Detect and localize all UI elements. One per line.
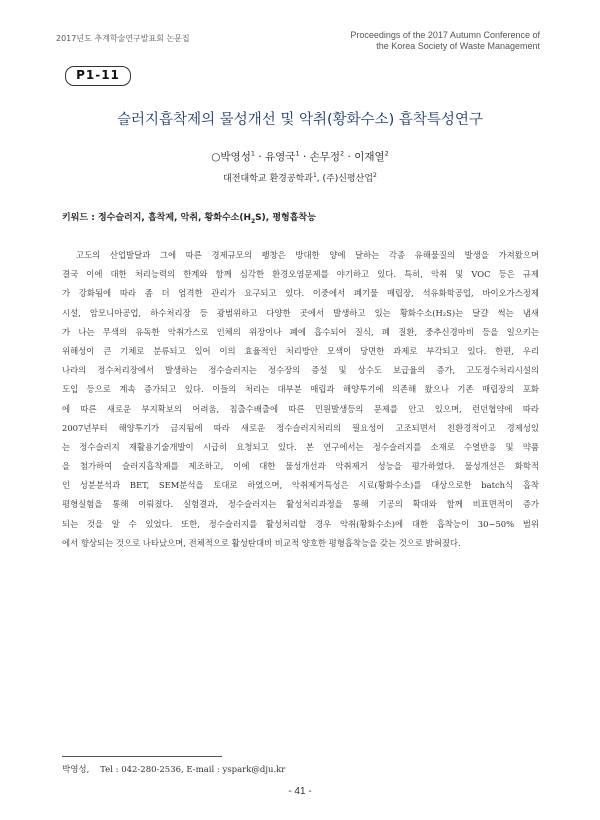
body-line: 가 나는 무색의 유독한 악취가스로 인체의 위장이나 폐에 흡수되어 질식, 폐 질환, 중추신경마비 등을 일으키는: [62, 326, 539, 337]
body-line: 시설, 암모니아공업, 하수처리장 등 광범위하고 다양한 곳에서 발생하고 있는 황화수소(H₂S)는 달걀 썩는 냄새: [62, 307, 539, 318]
footnote-tel-label: Tel :: [100, 765, 122, 775]
body-line: 되는 것을 알 수 있었다. 또한, 정수슬러지를 활성처리할 경우 악취(황화수소)에 대한 흡착능이 30~50% 범위: [62, 518, 539, 529]
body-line: 에 따른 새로운 부지확보의 어려움, 침출수배출에 따른 민원발생등의 문제를 안고 있으며, 런던협약에 따라: [62, 403, 539, 414]
author-name: 손무정: [309, 151, 341, 163]
affiliation-2: (주)신평산업: [322, 174, 374, 184]
author-name: 유영국: [265, 151, 296, 163]
corresponding-author-mark: ○: [211, 151, 221, 163]
running-header-right: [240, 30, 540, 52]
body-line: 인 성분분석과 BET, SEM분석을 토대로 하였으며, 악취제거특성은 시료(황화수소)를 대상으로한 batch식 흡착: [62, 480, 539, 491]
author-name: 박영성: [220, 151, 251, 163]
author-separator: ·: [254, 151, 265, 163]
body-line: 나라의 정수처리장에서 발생하는 정수슬러지는 정수장의 증설 및 상수도 보급율의 증가, 고도정수처리시설의: [62, 365, 539, 376]
author-affil-mark: 2: [384, 149, 389, 158]
footnote-tel: 042-280-2536,: [121, 765, 184, 775]
body-line: 에서 향상되는 것으로 나타났으며, 전체적으로 활성탄대비 비교적 양호한 평형흡착능을 갖는 것으로 밝혀졌다.: [62, 537, 461, 548]
author-affil-mark: 1: [295, 149, 300, 158]
keywords-line: [62, 210, 542, 225]
running-header-right-line2: the Korea Society of Waste Management: [376, 41, 540, 51]
footnote-email-label: E-mail :: [186, 765, 223, 775]
paper-title: 슬러지흡착제의 물성개선 및 악취(황화수소) 흡착특성연구: [117, 112, 483, 128]
author-separator: ·: [344, 151, 355, 163]
running-header-right-line1: Proceedings of the 2017 Autumn Conference of: [350, 30, 540, 40]
running-header-left: 2017년도 추계학술연구발표회 논문집: [56, 34, 190, 43]
abstract-body: [62, 246, 539, 553]
footnote: [62, 763, 285, 775]
affiliation-2-mark: 2: [373, 172, 377, 179]
paper-code-badge: P1-11: [65, 66, 131, 86]
footnote-author: 박영성,: [62, 765, 90, 775]
body-line: 도입 등으로 계속 증가되고 있다. 이들의 처리는 대부분 매립과 해양투기에 의존해 왔으나 기존 매립장의 포화: [62, 384, 539, 395]
author-affil-mark: 2: [340, 149, 345, 158]
body-line: 가 강화됨에 따라 좀 더 엄격한 관리가 요구되고 있다. 이중에서 폐기물 매립장, 석유화학공업, 바이오가스정제: [62, 288, 539, 299]
keywords-text-tail: S), 평형흡착능: [255, 213, 316, 223]
body-line: 위해성이 큰 기체로 분류되고 있어 이의 효율적인 처리방안 모색이 당면한 과제로 부각되고 있다. 한편, 우리: [62, 345, 539, 356]
footnote-divider: [62, 756, 222, 757]
affiliation-separator: ,: [316, 174, 323, 184]
author-separator: ·: [299, 151, 310, 163]
affiliation-line: [56, 171, 544, 184]
footnote-email: yspark@dju.kr: [222, 765, 286, 775]
keywords-subscript: 2: [250, 217, 256, 225]
affiliation-1: 대전대학교 환경공학과: [223, 174, 313, 184]
body-line: 2007년부터 해양투기가 금지됨에 따라 새로운 정수슬러지처리의 필요성이 고조되면서 친환경적이고 경제성있: [62, 422, 539, 433]
author-list: [56, 149, 544, 164]
body-line: 을 첨가하여 슬러지흡착제를 제조하고, 이에 대한 물성개선과 악취제거 성능을 평가하였다. 물성개선은 화학적: [62, 461, 539, 472]
affiliation-1-mark: 1: [312, 172, 317, 179]
page-number: - 41 -: [288, 786, 312, 797]
body-line: 는 정수슬러지 재활용기술개발이 시급히 요청되고 있다. 본 연구에서는 정수슬러지를 소재로 수열반응 및 약품: [62, 441, 539, 452]
keywords-label: 키워드 :: [62, 213, 98, 223]
keywords-text: 정수슬러지, 흡착제, 악취, 황화수소(H: [97, 213, 251, 223]
body-line: 결국 이에 대한 처리능력의 한계와 함께 심각한 환경오염문제를 야기하고 있다. 특히, 악취 및 VOC 등은 규제: [62, 269, 539, 280]
body-line: 고도의 산업발달과 그에 따른 경제규모의 팽창은 방대한 양에 달하는 각종 유해물질의 발생을 가져왔으며: [76, 250, 539, 260]
author-name: 이재열: [354, 151, 385, 163]
body-line: 평형실험을 통해 이뤄졌다. 실험결과, 정수슬러지는 활성처리과정을 통해 기공의 확대와 함께 비표면적이 증가: [62, 499, 539, 510]
author-affil-mark: 1: [250, 149, 255, 158]
